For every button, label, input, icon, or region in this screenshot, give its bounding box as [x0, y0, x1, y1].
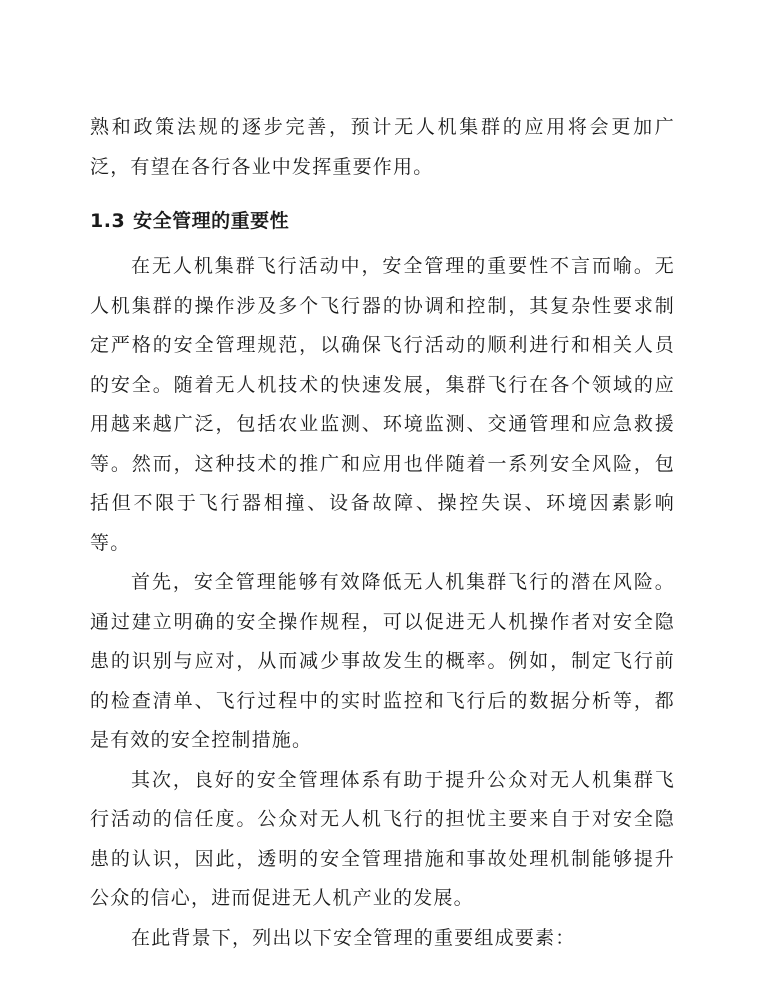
- document-body: [90, 108, 675, 958]
- intro-paragraph: 熟和政策法规的逐步完善，预计无人机集群的应用将会更加广泛，有望在各行各业中发挥重要作用。: [90, 116, 675, 178]
- section-title: 安全管理的重要性: [133, 210, 290, 232]
- body-paragraph-4: 在此背景下，列出以下安全管理的重要组成要素：: [131, 926, 576, 949]
- body-paragraph-2: 首先，安全管理能够有效降低无人机集群飞行的潜在风险。通过建立明确的安全操作规程，可以促进无人机操作者对安全隐患的识别与应对，从而减少事故发生的概率。例如，制定飞行前的检查清单、飞行过程中的实时监控和飞行后的数据分析等，都是有效的安全控制措施。: [90, 571, 675, 751]
- body-paragraph-1: 在无人机集群飞行活动中，安全管理的重要性不言而喻。无人机集群的操作涉及多个飞行器的协调和控制，其复杂性要求制定严格的安全管理规范，以确保飞行活动的顺利进行和相关人员的安全。随着无人机技术的快速发展，集群飞行在各个领域的应用越来越广泛，包括农业监测、环境监测、交通管理和应急救援等。然而，这种技术的推广和应用也伴随着一系列安全风险，包括但不限于飞行器相撞、设备故障、操控失误、环境因素影响等。: [90, 255, 675, 554]
- section-number: 1.3: [90, 210, 126, 232]
- body-paragraph-3: 其次，良好的安全管理体系有助于提升公众对无人机集群飞行活动的信任度。公众对无人机飞行的担忧主要来自于对安全隐患的认识，因此，透明的安全管理措施和事故处理机制能够提升公众的信心，进而促进无人机产业的发展。: [90, 768, 675, 909]
- section-heading: [90, 201, 675, 241]
